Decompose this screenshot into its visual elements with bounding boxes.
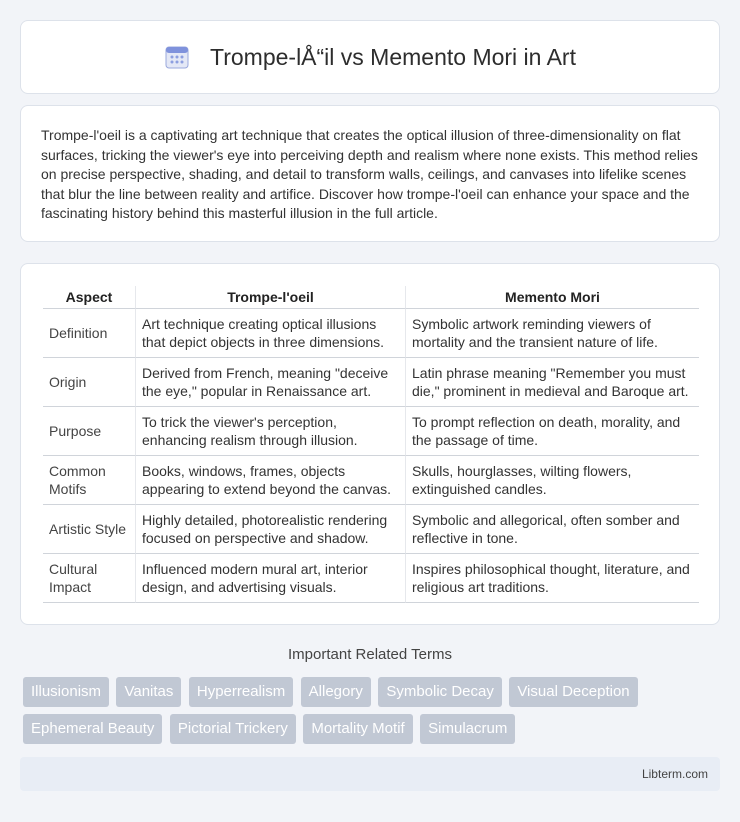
footer xyxy=(20,757,720,791)
row-trompe-loeil: Highly detailed, photorealistic rendering focused on perspective and shadow. xyxy=(135,505,405,554)
row-memento-mori: Symbolic artwork reminding viewers of mortality and the transient nature of life. xyxy=(405,309,699,358)
tag-vanitas[interactable]: Vanitas xyxy=(116,677,181,707)
row-aspect: Purpose xyxy=(43,407,135,456)
row-memento-mori: Symbolic and allegorical, often somber and reflective in tone. xyxy=(405,505,699,554)
table-row xyxy=(43,407,699,456)
tag-illusionism[interactable]: Illusionism xyxy=(23,677,109,707)
row-aspect: Artistic Style xyxy=(43,505,135,554)
row-trompe-loeil: Books, windows, frames, objects appearing to extend beyond the canvas. xyxy=(135,456,405,505)
related-terms-list xyxy=(23,677,723,751)
row-trompe-loeil: Influenced modern mural art, interior design, and advertising visuals. xyxy=(135,554,405,603)
related-terms-title: Important Related Terms xyxy=(288,646,452,663)
tag-allegory[interactable]: Allegory xyxy=(301,677,371,707)
tag-simulacrum[interactable]: Simulacrum xyxy=(420,714,515,744)
row-memento-mori: Skulls, hourglasses, wilting flowers, extinguished candles. xyxy=(405,456,699,505)
tag-symbolic-decay[interactable]: Symbolic Decay xyxy=(378,677,502,707)
tag-mortality-motif[interactable]: Mortality Motif xyxy=(303,714,412,744)
tag-pictorial-trickery[interactable]: Pictorial Trickery xyxy=(170,714,296,744)
row-memento-mori: Inspires philosophical thought, literature, and religious art traditions. xyxy=(405,554,699,603)
header-memento-mori: Memento Mori xyxy=(405,286,699,309)
calendar-grid-icon xyxy=(164,44,190,70)
intro-paragraph: Trompe-l'oeil is a captivating art technique that creates the optical illusion of three-dimensionality on flat surfaces, tricking the viewer's eye into perceiving depth and realism where none exists. This method relies on precise perspective, shading, and detail to transform walls, ceilings, and canvases into lifelike scenes that blur the line between reality and artifice. Discover how trompe-l'oeil can enhance your space and the fascinating history behind this masterful illusion in the full article. xyxy=(41,127,698,222)
header-aspect: Aspect xyxy=(43,286,135,309)
comparison-table xyxy=(43,286,699,603)
table-row xyxy=(43,505,699,554)
table-row xyxy=(43,309,699,358)
row-trompe-loeil: To trick the viewer's perception, enhancing realism through illusion. xyxy=(135,407,405,456)
row-aspect: Cultural Impact xyxy=(43,554,135,603)
row-trompe-loeil: Art technique creating optical illusions that depict objects in three dimensions. xyxy=(135,309,405,358)
intro-card xyxy=(20,105,720,242)
title-card xyxy=(20,20,720,94)
comparison-card xyxy=(20,263,720,625)
footer-brand-link[interactable]: Libterm.com xyxy=(641,767,708,781)
row-trompe-loeil: Derived from French, meaning "deceive the eye," popular in Renaissance art. xyxy=(135,358,405,407)
table-row xyxy=(43,554,699,603)
header-trompe-loeil: Trompe-l'oeil xyxy=(135,286,405,309)
row-memento-mori: To prompt reflection on death, morality, and the passage of time. xyxy=(405,407,699,456)
row-aspect: Common Motifs xyxy=(43,456,135,505)
tag-ephemeral-beauty[interactable]: Ephemeral Beauty xyxy=(23,714,162,744)
tag-visual-deception[interactable]: Visual Deception xyxy=(509,677,637,707)
table-row xyxy=(43,456,699,505)
row-memento-mori: Latin phrase meaning "Remember you must die," prominent in medieval and Baroque art. xyxy=(405,358,699,407)
row-aspect: Origin xyxy=(43,358,135,407)
tag-hyperrealism[interactable]: Hyperrealism xyxy=(189,677,293,707)
table-row xyxy=(43,358,699,407)
page-title: Trompe-lÅ“il vs Memento Mori in Art xyxy=(210,43,576,70)
table-header-row xyxy=(43,286,699,309)
row-aspect: Definition xyxy=(43,309,135,358)
